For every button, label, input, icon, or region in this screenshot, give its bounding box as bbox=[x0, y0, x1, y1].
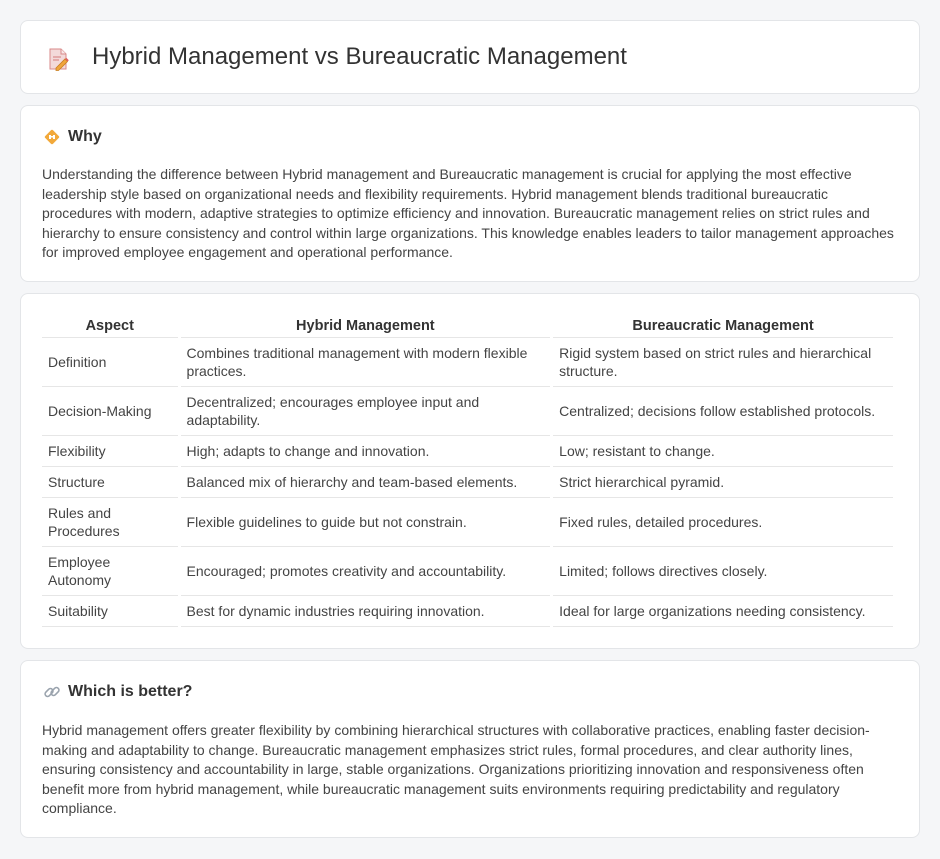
comparison-table bbox=[39, 315, 896, 627]
which-is-better-section bbox=[20, 660, 920, 838]
row-bureaucratic: Centralized; decisions follow established protocols. bbox=[553, 387, 893, 436]
row-aspect: Suitability bbox=[42, 596, 178, 627]
why-title: Why bbox=[68, 128, 102, 145]
table-row bbox=[42, 498, 893, 547]
document-edit-icon bbox=[47, 47, 69, 71]
header-bureaucratic: Bureaucratic Management bbox=[553, 315, 893, 338]
why-heading bbox=[43, 128, 102, 146]
why-text: Understanding the difference between Hybrid management and Bureaucratic management is crucial for applying the most effective leadership style based on organizational needs and flexibility requirements. Hybrid management blends traditional bureaucratic procedures with modern, adaptive strategies to optimize efficiency and innovation. Bureaucratic management relies on strict rules and hierarchy to ensure consistency and control within large organizations. This knowledge enables leaders to tailor management approaches for improved employee engagement and operational performance. bbox=[42, 166, 894, 260]
better-title: Which is better? bbox=[68, 683, 193, 700]
row-bureaucratic: Low; resistant to change. bbox=[553, 436, 893, 467]
table-row bbox=[42, 387, 893, 436]
row-aspect: Employee Autonomy bbox=[42, 547, 178, 596]
table-row bbox=[42, 436, 893, 467]
row-aspect: Flexibility bbox=[42, 436, 178, 467]
row-aspect: Definition bbox=[42, 338, 178, 387]
table-row bbox=[42, 467, 893, 498]
row-hybrid: Combines traditional management with modern flexible practices. bbox=[181, 338, 551, 387]
row-hybrid: Flexible guidelines to guide but not constrain. bbox=[181, 498, 551, 547]
header-aspect: Aspect bbox=[42, 315, 178, 338]
row-aspect: Rules and Procedures bbox=[42, 498, 178, 547]
table-row bbox=[42, 596, 893, 627]
link-icon bbox=[43, 683, 61, 701]
comparison-table-card bbox=[20, 293, 920, 649]
row-hybrid: Encouraged; promotes creativity and accountability. bbox=[181, 547, 551, 596]
why-section bbox=[20, 105, 920, 282]
table-header-row bbox=[42, 315, 893, 338]
header-hybrid: Hybrid Management bbox=[181, 315, 551, 338]
header-card bbox=[20, 20, 920, 94]
row-aspect: Structure bbox=[42, 467, 178, 498]
row-bureaucratic: Limited; follows directives closely. bbox=[553, 547, 893, 596]
better-text: Hybrid management offers greater flexibility by combining hierarchical structures with collaborative practices, enabling faster decision-making and adaptability to change. Bureaucratic management emphasizes strict rules, formal procedures, and clear authority lines, ensuring consistency and accountability in large, stable organizations. Organizations prioritizing innovation and responsiveness often benefit more from hybrid management, while bureaucratic management suits environments requiring predictability and regulatory compliance. bbox=[42, 722, 870, 816]
warning-diamond-icon bbox=[43, 128, 61, 146]
table-row bbox=[42, 547, 893, 596]
row-aspect: Decision-Making bbox=[42, 387, 178, 436]
row-hybrid: Decentralized; encourages employee input and adaptability. bbox=[181, 387, 551, 436]
row-hybrid: High; adapts to change and innovation. bbox=[181, 436, 551, 467]
page-title: Hybrid Management vs Bureaucratic Management bbox=[92, 43, 627, 70]
row-hybrid: Balanced mix of hierarchy and team-based elements. bbox=[181, 467, 551, 498]
row-bureaucratic: Strict hierarchical pyramid. bbox=[553, 467, 893, 498]
row-hybrid: Best for dynamic industries requiring innovation. bbox=[181, 596, 551, 627]
row-bureaucratic: Ideal for large organizations needing consistency. bbox=[553, 596, 893, 627]
table-row bbox=[42, 338, 893, 387]
row-bureaucratic: Rigid system based on strict rules and hierarchical structure. bbox=[553, 338, 893, 387]
better-heading bbox=[43, 683, 192, 701]
row-bureaucratic: Fixed rules, detailed procedures. bbox=[553, 498, 893, 547]
